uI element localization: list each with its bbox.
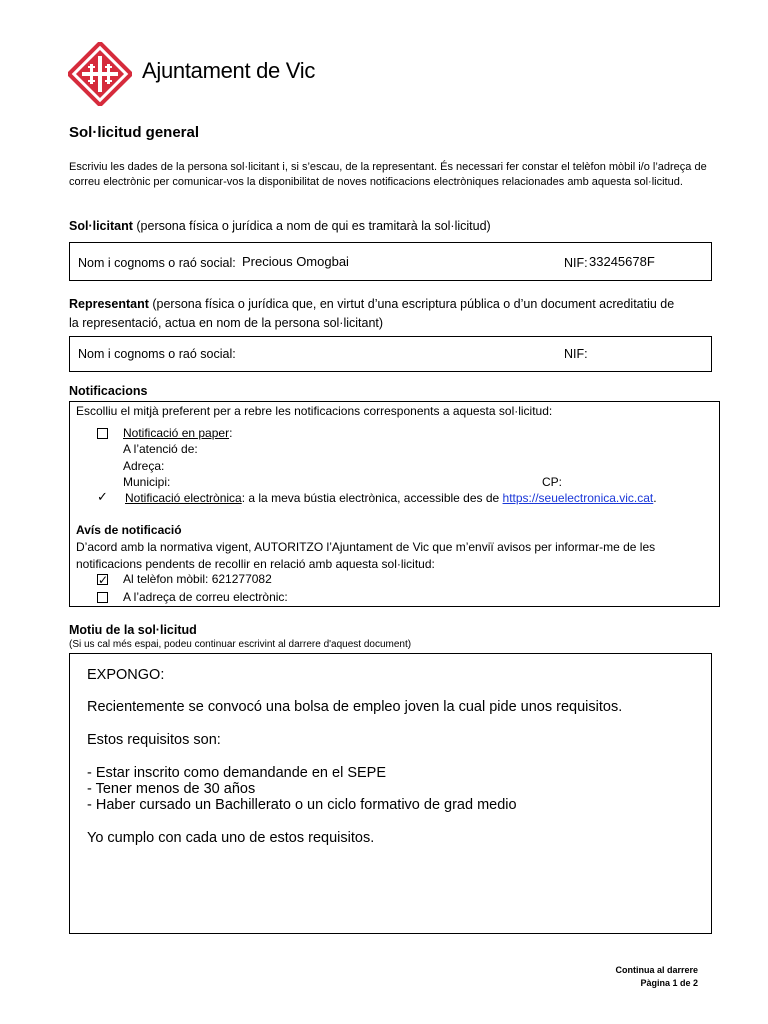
phone-notice-checkbox[interactable]: ✓ (98, 573, 109, 587)
applicant-name-label: Nom i cognoms o raó social: (78, 256, 236, 270)
page-number: Pàgina 1 de 2 (640, 978, 698, 988)
motive-line: - Tener menos de 30 años (87, 781, 256, 797)
municipality-label: Municipi: (123, 475, 171, 489)
electronic-notification-label (125, 491, 657, 505)
applicant-box (69, 242, 712, 281)
motive-line: - Haber cursado un Bachillerato o un ciclo formativo de grad medio (87, 797, 517, 813)
motive-heading-title: Motiu de la sol·licitud (69, 623, 197, 637)
motive-line: Yo cumplo con cada uno de estos requisitos. (87, 830, 375, 846)
representative-name-field[interactable] (242, 343, 542, 365)
applicant-name-field[interactable]: Precious Omogbai (242, 254, 349, 269)
notice-text-line-2: notificacions pendents de recollir en relació amb aquesta sol·licitud: (76, 557, 435, 571)
representative-box (69, 336, 712, 372)
paper-notification-label (123, 426, 232, 440)
applicant-nif-field[interactable]: 33245678F (589, 254, 655, 269)
notifications-instruction: Escolliu el mitjà preferent per a rebre les notificacions corresponents a aquesta sol·licitud: (76, 404, 553, 418)
notifications-heading (69, 384, 148, 398)
paper-notification-checkbox[interactable] (97, 428, 108, 439)
notifications-box (69, 401, 720, 607)
representative-heading (69, 295, 674, 333)
notice-text-line-1: D’acord amb la normativa vigent, AUTORITZO l’Ajuntament de Vic que m’enviï avisos per informar-me de les (76, 540, 656, 554)
address-label: Adreça: (123, 459, 165, 473)
representative-nif-field[interactable] (589, 343, 699, 365)
applicant-heading-title: Sol·licitant (69, 219, 133, 233)
representative-heading-title: Representant (69, 297, 149, 311)
notice-text (76, 539, 655, 573)
applicant-heading-note: (persona física o jurídica a nom de qui es tramitarà la sol·licitud) (132, 219, 491, 233)
representative-heading-note-1: (persona física o jurídica que, en virtut d’una escriptura pública o d’un document acreditatiu de (148, 297, 675, 311)
representative-heading-note-2: la representació, actua en nom de la persona sol·licitant) (69, 316, 384, 330)
intro-text: Escriviu les dades de la persona sol·licitant i, si s’escau, de la representant. És necessari fer constar el telèfon mòbil i/o l’adreça de correu electrònic per comunicar-vos la disponibilitat de noves notificacions electròniques relacionades amb aquesta sol·licitud. (69, 161, 707, 188)
motive-line: Estos requisitos son: (87, 732, 221, 748)
motive-line: - Estar inscrito como demandande en el SEPE (87, 765, 387, 781)
paper-notification-suffix: : (229, 426, 233, 440)
electronic-notification-title: Notificació electrònica (125, 491, 242, 505)
representative-name-label: Nom i cognoms o raó social: (78, 347, 236, 361)
electronic-notification-end: . (653, 491, 657, 505)
motive-line: EXPONGO: (87, 667, 165, 683)
attention-label: A l’atenció de: (123, 442, 198, 456)
motive-heading (69, 623, 197, 637)
notice-heading: Avís de notificació (76, 523, 182, 537)
vic-cross-logo-icon (68, 42, 132, 106)
seu-electronica-link[interactable]: https://seuelectronica.vic.cat (502, 491, 654, 505)
notifications-heading-title: Notificacions (69, 384, 148, 398)
continue-note: Continua al darrere (615, 965, 698, 975)
electronic-notification-text: : a la meva bústia electrònica, accessible des de (241, 491, 503, 505)
motive-note: (Si us cal més espai, podeu continuar escrivint al darrere d'aquest document) (69, 639, 412, 650)
electronic-notification-checkmark-icon[interactable]: ✓ (97, 489, 108, 504)
email-notice-label: A l’adreça de correu electrònic: (123, 590, 288, 604)
paper-notification-title: Notificació en paper (123, 426, 230, 440)
org-name: Ajuntament de Vic (142, 58, 316, 83)
applicant-heading (69, 219, 491, 233)
email-notice-checkbox[interactable] (97, 592, 108, 603)
document-title: Sol·licitud general (69, 124, 200, 141)
representative-nif-label: NIF: (564, 347, 588, 361)
motive-line: Recientemente se convocó una bolsa de empleo joven la cual pide unos requisitos. (87, 699, 623, 715)
postal-code-label: CP: (542, 475, 563, 489)
applicant-nif-label: NIF: (564, 256, 588, 270)
phone-notice-label: Al telèfon mòbil: 621277082 (123, 572, 272, 586)
